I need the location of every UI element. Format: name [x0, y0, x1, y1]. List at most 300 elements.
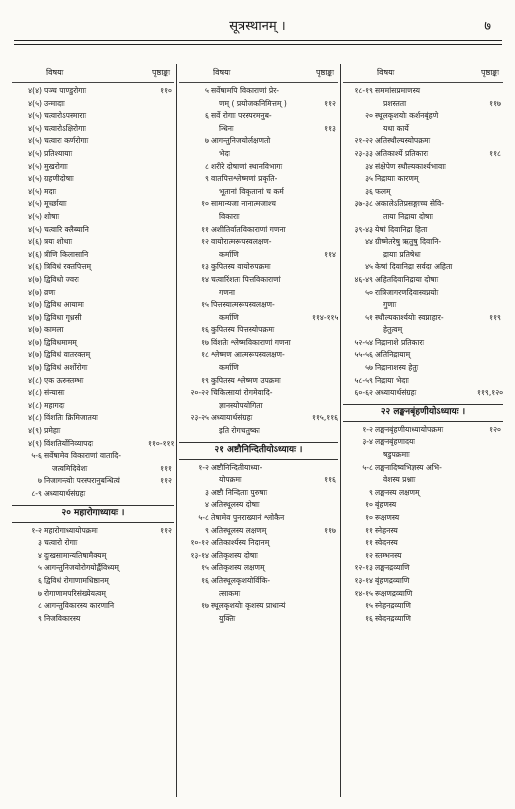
entry-page: ११४-११५ [312, 312, 338, 322]
entry-page: ११५,११६ [312, 413, 338, 423]
toc-entry [179, 324, 338, 337]
column-heading [343, 64, 503, 83]
entry-page: ११७ [489, 98, 501, 108]
toc-entry [12, 575, 174, 588]
entry-number: २० [365, 111, 373, 121]
entry-number: १३ [201, 262, 209, 272]
toc-entry [343, 562, 503, 575]
entry-title: कुपितस्य पित्तस्योपक्रमः [211, 325, 275, 335]
entry-number: ४(५) [28, 224, 42, 234]
entry-title: चत्वारिंशतः पित्तविकाराणां [211, 274, 281, 284]
toc-entry [12, 161, 174, 174]
entry-number: ४(७) [28, 300, 42, 310]
entry-number: ४(४) [28, 86, 42, 95]
toc-entry [343, 550, 503, 563]
entry-title: चत्वारोऽपस्माराः [44, 111, 87, 121]
entry-title: स्थूलकृशयोः कर्शनबृंहणे [375, 111, 439, 121]
entry-number: ४(५) [28, 174, 42, 184]
entry-page: ११८ [489, 148, 501, 158]
toc-entry [343, 512, 503, 525]
toc-entry [343, 186, 503, 199]
header-rule [14, 40, 502, 41]
entry-number: ४(७) [28, 325, 42, 335]
page-heading: पृष्ठाङ्कः [315, 68, 334, 77]
toc-entry [12, 98, 174, 111]
entry-title: संक्षेपेण स्थौल्यकार्श्यभावाः [375, 161, 446, 171]
toc-entry [343, 261, 503, 274]
toc-entry [179, 575, 338, 588]
entry-title: अध्यायार्थसंग्रहः [211, 413, 253, 423]
entry-title: चत्वारो रोगाः [44, 538, 78, 548]
entry-title: स्तम्भनस्य [375, 550, 402, 560]
toc-entry [343, 449, 503, 462]
column-heading [12, 64, 174, 83]
entry-number: ४(५) [28, 186, 42, 196]
entry-title: विंशतेः श्लेष्मविकाराणां गणना [211, 337, 291, 347]
entry-number: १४ [201, 274, 209, 284]
entry-title: दुःखसामान्यतिषामैक्यम् [44, 550, 107, 560]
header-rule-double [14, 44, 502, 45]
entry-title: त्रीणि किलासानि [44, 249, 89, 259]
entry-number: ५-८ [362, 462, 373, 472]
toc-entry [179, 173, 338, 186]
entry-title: सर्वेषामेव विकाराणां वातादि- [44, 451, 122, 461]
toc-entry [179, 274, 338, 287]
entry-number: १६ [201, 575, 209, 585]
entry-title: बृंहणद्रव्याणि [375, 575, 410, 585]
toc-entry [343, 600, 503, 613]
entry-list [179, 462, 338, 626]
entry-number: १२ [365, 550, 373, 560]
entry-title: तेषामेव पुनराख्यानं श्लोकैन [211, 513, 285, 522]
entry-title: बृंहणस्य [375, 500, 397, 510]
toc-entry [179, 224, 338, 237]
entry-title: फलम् [375, 186, 391, 196]
entry-title: ग्रहणीदोषाः [44, 174, 74, 184]
entry-number: ५७ [365, 363, 373, 373]
entry-number: १७ [201, 601, 209, 611]
toc-entry [343, 173, 503, 186]
entry-title: कर्माणि [219, 312, 239, 322]
entry-title: अशीतिर्वातविकाराणां गणना [211, 224, 286, 234]
entry-number: ५ [38, 563, 42, 573]
toc-entry [12, 299, 174, 312]
entry-title: द्विविधं अर्शोरोगः [44, 363, 88, 373]
entry-title: वेशस्य प्रश्नाः [383, 475, 416, 485]
entry-number: ३५ [365, 174, 373, 184]
entry-title: ग्रीष्मेतरेषु ऋतुषु दिवानि- [375, 237, 442, 247]
entry-number: १८-१९ [354, 86, 373, 95]
toc-entry [343, 588, 503, 601]
toc-entry [343, 236, 503, 249]
entry-number: ११ [365, 538, 373, 548]
entry-title: त्रिविधं रक्तपित्तम् [44, 262, 92, 272]
entry-page: ११७ [324, 525, 336, 535]
entry-title: अतिस्थूलस्य दोषाः [211, 500, 260, 510]
entry-page: ११३ [324, 123, 336, 133]
entry-title: गुणाः [383, 300, 397, 310]
toc-entry [12, 438, 174, 451]
toc-entry [179, 487, 338, 500]
entry-title: निजविकारस्य [44, 613, 81, 623]
entry-title: एक ऊरुस्तम्भः [44, 375, 84, 385]
entry-title: रोगाणामपरिसंख्येयत्वम् [44, 588, 106, 598]
entry-number: ४(७) [28, 337, 42, 347]
toc-entry [12, 450, 174, 463]
entry-title: अतिकृशस्य लक्षणम् [211, 563, 265, 573]
toc-entry [12, 613, 174, 626]
entry-title: अध्यायार्थसंग्रहः [44, 489, 86, 498]
toc-entry [343, 312, 503, 325]
toc-entry [343, 287, 503, 300]
entry-title: येषां दिवानिद्रा हिता [375, 224, 428, 234]
toc-entry [179, 186, 338, 199]
entry-number: ७ [205, 136, 209, 146]
entry-list [343, 85, 503, 400]
toc-entry [12, 349, 174, 362]
entry-number: ५० [365, 287, 373, 297]
entry-title: सामान्यजा नानात्मजाश्च [211, 199, 276, 209]
entry-title: वातपित्तश्लेष्मणां प्रकृति- [211, 174, 278, 184]
entry-number: १७ [201, 337, 209, 347]
entry-title: श्लेष्मण आत्मरूपस्वलक्षण- [211, 350, 285, 360]
entry-number: ६०-६२ [354, 388, 373, 398]
entry-list [343, 424, 503, 626]
entry-number: ७ [38, 588, 42, 598]
toc-entry [179, 349, 338, 362]
toc-entry [343, 123, 503, 136]
toc-entry [343, 161, 503, 174]
toc-entry [12, 324, 174, 337]
entry-title: निजागन्त्वोः परस्परानुबन्धित्वं [44, 476, 120, 486]
entry-number: १२-१३ [354, 563, 373, 573]
entry-number: ३६ [365, 186, 373, 196]
entry-title: द्रायाः प्रतिषेधः [383, 249, 421, 259]
entry-list [12, 85, 174, 501]
entry-number: २३-३३ [354, 148, 373, 158]
subject-heading: विषयः [377, 68, 395, 77]
toc-entry [179, 249, 338, 262]
entry-number: ५८-५९ [354, 375, 373, 385]
entry-number: ४(७) [28, 350, 42, 360]
entry-title: रूक्षणस्य [375, 513, 400, 522]
toc-entry [343, 249, 503, 262]
toc-entry [343, 211, 503, 224]
toc-entry [343, 613, 503, 626]
entry-title: विकाराः [219, 211, 240, 221]
entry-title: द्विविधं रोगाणामधिष्ठानम् [44, 575, 109, 585]
toc-entry [12, 387, 174, 400]
entry-list [12, 525, 174, 626]
entry-number: २०-२२ [190, 388, 209, 398]
entry-number: १६ [365, 613, 373, 623]
entry-title: अहितदिवानिद्राया दोषाः [375, 274, 439, 284]
entry-title: लङ्घनादिष्वभिज्ञस्य अभि- [375, 462, 442, 472]
entry-title: द्विविध आयामः [44, 300, 84, 310]
entry-title: अष्टौनिन्दितीयाध्या- [211, 462, 263, 472]
toc-entry [179, 236, 338, 249]
entry-title: शोषाः [44, 211, 60, 221]
column-divider [176, 64, 177, 797]
toc-entry [12, 173, 174, 186]
entry-number: ९ [205, 174, 209, 184]
entry-title: कामला [44, 325, 64, 335]
entry-title: स्थौल्यकार्श्ययोः स्वप्नाहार- [375, 312, 444, 322]
entry-title: महागदः [44, 400, 65, 410]
entry-page: ११० [160, 86, 172, 95]
entry-title: त्रयः शोथाः [44, 237, 73, 247]
toc-entry [12, 562, 174, 575]
entry-title: निद्रानाशे प्रतिकारः [375, 337, 424, 347]
entry-title: योपक्रमः [219, 475, 242, 485]
toc-entry [343, 349, 503, 362]
toc-entry [12, 537, 174, 550]
toc-entry [179, 148, 338, 161]
entry-title: लङ्घनबृंहणीयाध्यायोपक्रमः [375, 424, 444, 434]
entry-title: केषां दिवानिद्रा सर्वदा अहिता [375, 262, 453, 272]
entry-number: ४६-४९ [354, 274, 373, 284]
entry-number: १८ [201, 350, 209, 360]
entry-number: १५ [201, 563, 209, 573]
page-heading: पृष्ठाङ्कः [151, 68, 170, 77]
toc-entry [179, 110, 338, 123]
toc-entry [179, 161, 338, 174]
entry-title: स्वेदनद्रव्याणि [375, 613, 411, 623]
toc-entry [12, 135, 174, 148]
entry-number: १३-१४ [354, 575, 373, 585]
toc-entry [343, 337, 503, 350]
entry-page: ११६ [324, 475, 336, 485]
toc-entry [179, 588, 338, 601]
entry-title: भेदः [219, 148, 230, 158]
entry-number: ९ [205, 525, 209, 535]
entry-number: ८ [38, 601, 42, 611]
toc-entry [179, 287, 338, 300]
toc-entry [343, 525, 503, 538]
entry-number: ३४ [365, 161, 373, 171]
toc-entry [179, 499, 338, 512]
toc-entry [12, 123, 174, 136]
toc-entry [343, 387, 503, 400]
toc-entry [12, 337, 174, 350]
entry-page: ११०-१११ [148, 438, 174, 448]
entry-page: ११४ [324, 249, 336, 259]
chapter-heading: २२ लङ्घनबृंहणीयोऽध्यायः । [343, 404, 503, 422]
toc-entry [343, 148, 503, 161]
entry-number: १० [365, 500, 373, 510]
entry-number: ३-४ [362, 437, 373, 447]
entry-number: ९ [38, 613, 42, 623]
entry-number: ४(५) [28, 199, 42, 209]
entry-title: लङ्घनस्य लक्षणम् [375, 487, 420, 497]
entry-title: द्विविधा गृध्रसी [44, 312, 82, 322]
entry-number: ६ [38, 575, 42, 585]
entry-title: व्रणः [44, 287, 56, 297]
entry-number: १० [365, 513, 373, 522]
entry-title: निद्राया भेदाः [375, 375, 409, 385]
entry-number: १०-१२ [190, 538, 209, 548]
entry-title: अकालेऽतिप्रसङ्गाच्च सेवि- [375, 199, 444, 209]
entry-number: ६ [205, 111, 209, 121]
toc-entry [179, 562, 338, 575]
entry-number: ४(६) [28, 262, 42, 272]
toc-entry [343, 537, 503, 550]
entry-number: १-२ [198, 462, 209, 472]
toc-entry [179, 198, 338, 211]
entry-title: आगन्तुविकारस्य कारणानि [44, 601, 115, 611]
entry-number: ५५-५६ [354, 350, 373, 360]
entry-number: ४(८) [28, 400, 42, 410]
entry-number: ४(८) [28, 413, 42, 423]
entry-title: महारोगाध्यायोपक्रमः [44, 525, 98, 535]
entry-title: अध्यायार्थसंग्रहः [375, 388, 417, 398]
entry-title: सममांसप्रमाणस्य [375, 86, 420, 95]
entry-number: ४(७) [28, 274, 42, 284]
entry-title: कर्माणि [219, 249, 239, 259]
entry-title: उन्मादाः [44, 98, 65, 108]
entry-title: कुपितस्य श्लेष्मण उपक्रमः [211, 375, 281, 385]
entry-number: ८ [205, 161, 209, 171]
entry-title: प्रतिश्यायाः [44, 148, 73, 158]
toc-entry [179, 362, 338, 375]
entry-title: विंशतिर्योनिव्यापदः [44, 438, 94, 448]
entry-title: पञ्च पाण्डुरोगाः [44, 86, 87, 95]
entry-number: ४(५) [28, 148, 42, 158]
entry-title: त्साकमः [219, 588, 241, 598]
entry-title: षडुपक्रमाः [383, 450, 410, 460]
entry-number: ४(८) [28, 375, 42, 385]
entry-title: मदाः [44, 186, 57, 196]
entry-title: निद्रानाशस्य हेतुः [375, 363, 419, 373]
toc-entry [12, 463, 174, 476]
column-divider [340, 64, 341, 797]
toc-entry [179, 412, 338, 425]
toc-entry [12, 425, 174, 438]
entry-title: द्विविधं वातरक्तम् [44, 350, 91, 360]
toc-entry [343, 474, 503, 487]
entry-title: जत्वमिदिवेशः [52, 463, 88, 473]
entry-number: २३-२५ [190, 413, 209, 423]
entry-page: ११९,१२० [477, 388, 503, 398]
entry-title: सर्वे रोगाः परस्परमनुब- [211, 111, 272, 121]
entry-number: ४४ [365, 237, 373, 247]
entry-number: ४(६) [28, 237, 42, 247]
entry-number: १५ [201, 300, 209, 310]
page-heading: पृष्ठाङ्कः [480, 68, 499, 77]
entry-number: ४(५) [28, 136, 42, 146]
entry-page: ११२ [160, 476, 172, 486]
column-heading [179, 64, 338, 83]
toc-entry [343, 436, 503, 449]
toc-entry [343, 85, 503, 98]
toc-entry [179, 299, 338, 312]
toc-entry [179, 400, 338, 413]
toc-entry [343, 375, 503, 388]
entry-title: निद्रायाः कारणम् [375, 174, 419, 184]
toc-entry [12, 85, 174, 98]
entry-number: ११ [365, 525, 373, 535]
entry-page: १२० [489, 424, 501, 434]
toc-entry [179, 337, 338, 350]
toc-entry [179, 613, 338, 626]
toc-entry [343, 224, 503, 237]
entry-title: अतिनिद्रायाम् [375, 350, 411, 360]
entry-number: ४५ [365, 262, 373, 272]
toc-entry [343, 135, 503, 148]
entry-title: कुपितस्य वायोरुपक्रमः [211, 262, 271, 272]
toc-entry [12, 287, 174, 300]
entry-title: प्रशस्तता [383, 98, 407, 108]
entry-title: स्थूलकृशयोः कृशस्य प्राधान्यं [211, 601, 286, 611]
toc-entry [12, 198, 174, 211]
entry-number: ४(८) [28, 388, 42, 398]
toc-entry [12, 312, 174, 325]
entry-title: ताया निद्राया दोषाः [383, 211, 433, 221]
toc-entry [179, 462, 338, 475]
entry-number: ५-८ [198, 513, 209, 522]
toc-entry [12, 236, 174, 249]
entry-number: ९ [369, 487, 373, 497]
entry-number: १४-१५ [354, 588, 373, 598]
entry-title: लङ्घनबृंहणादयः [375, 437, 415, 447]
entry-number: ४(५) [28, 111, 42, 121]
entry-number: ४(७) [28, 312, 42, 322]
entry-number: ५१ [365, 312, 373, 322]
entry-title: अतिस्थूलकृशयोर्विकि- [211, 575, 270, 585]
entry-number: ४(६) [28, 249, 42, 259]
toc-entry [343, 362, 503, 375]
entry-title: युक्तिः [219, 613, 236, 623]
toc-entry [343, 487, 503, 500]
entry-number: १३-१४ [190, 550, 209, 560]
entry-title: हेतुत्वम् [383, 325, 403, 335]
entry-number: ८-९ [31, 489, 42, 498]
entry-title: स्नेहनस्य [375, 525, 398, 535]
entry-number: १-२ [31, 525, 42, 535]
toc-entry [12, 475, 174, 488]
entry-title: द्विविधो ज्वरः [44, 274, 79, 284]
entry-title: इति रोगचतुष्कः [219, 426, 260, 436]
toc-entry [343, 274, 503, 287]
entry-number: ११ [201, 224, 209, 234]
toc-entry [179, 98, 338, 111]
subject-heading: विषयः [213, 68, 231, 77]
entry-number: ३ [205, 487, 209, 497]
toc-entry [12, 110, 174, 123]
entry-title: आगन्तुनिजयोर्लक्षणतो [211, 136, 271, 146]
entry-title: स्वेदनस्य [375, 538, 398, 548]
toc-entry [179, 375, 338, 388]
entry-page: ११२ [324, 98, 336, 108]
chapter-heading: २० महारोगाध्यायः । [12, 505, 174, 523]
page-header [0, 14, 515, 36]
toc-entry [12, 362, 174, 375]
entry-title: ज्ञानस्योपयोगिता [219, 400, 263, 410]
entry-number: २१-२२ [354, 136, 373, 146]
entry-number: ४(९) [28, 438, 42, 448]
toc-entry [12, 211, 174, 224]
entry-page: ११२ [160, 525, 172, 535]
entry-number: ३९-४३ [354, 224, 373, 234]
entry-number: १९ [201, 375, 209, 385]
entry-number: ४(५) [28, 211, 42, 221]
toc-entry [343, 424, 503, 437]
entry-title: चत्वारि क्लैब्यानि [44, 224, 89, 234]
entry-title: चत्वारोऽक्षिरोगाः [44, 123, 86, 133]
entry-title: लङ्घनद्रव्याणि [375, 563, 410, 573]
toc-entry [343, 110, 503, 123]
entry-title: शरीरे दोषाणां स्थानविभागः [211, 161, 283, 171]
